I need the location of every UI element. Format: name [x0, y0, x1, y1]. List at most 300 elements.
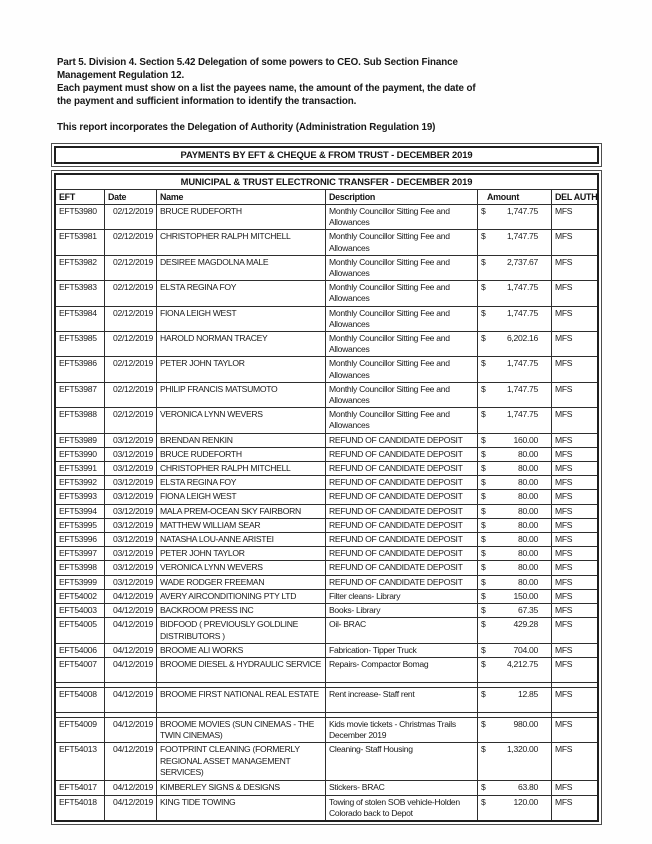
- currency-symbol: $: [481, 358, 486, 369]
- cell-name: KIMBERLEY SIGNS & DESIGNS: [157, 781, 326, 794]
- cell-del-auth: MFS: [555, 463, 573, 474]
- spacer-cell: [326, 683, 478, 687]
- currency-symbol: $: [481, 619, 486, 630]
- cell-del-auth: MFS: [555, 448, 573, 459]
- cell-name: CHRISTOPHER RALPH MITCHELL: [157, 230, 326, 254]
- cell-date: 03/12/2019: [105, 462, 157, 475]
- amount-value: 980.00: [513, 718, 538, 729]
- amount-value: 80.00: [517, 519, 538, 530]
- currency-symbol: $: [481, 409, 486, 420]
- payments-table: [51, 170, 602, 825]
- cell-description: Monthly Councillor Sitting Fee and Allowances: [326, 383, 478, 407]
- cell-del-auth: MFS: [555, 333, 573, 344]
- cell-description: Filter cleans- Library: [326, 590, 478, 603]
- table-row: [56, 718, 597, 743]
- amount-value: 80.00: [517, 505, 538, 516]
- cell-eft: EFT54007: [56, 658, 105, 682]
- cell-amount: [478, 576, 552, 589]
- cell-date: 02/12/2019: [105, 383, 157, 407]
- table-row: [56, 576, 597, 590]
- cell-description: Monthly Councillor Sitting Fee and Allowances: [326, 408, 478, 432]
- cell-date: 04/12/2019: [105, 590, 157, 603]
- cell-description: REFUND OF CANDIDATE DEPOSIT: [326, 448, 478, 461]
- currency-symbol: $: [481, 434, 486, 445]
- cell-date: 02/12/2019: [105, 332, 157, 356]
- cell-name: MALA PREM-OCEAN SKY FAIRBORN: [157, 505, 326, 518]
- table-row: [56, 448, 597, 462]
- column-header-amount: Amount: [478, 190, 552, 204]
- cell-date: 02/12/2019: [105, 256, 157, 280]
- cell-description: Stickers- BRAC: [326, 781, 478, 794]
- cell-eft: EFT53990: [56, 448, 105, 461]
- table-row: [56, 476, 597, 490]
- spacer-cell: [157, 713, 326, 717]
- cell-eft: EFT53993: [56, 490, 105, 503]
- table-row: [56, 332, 597, 357]
- cell-name: BIDFOOD ( PREVIOUSLY GOLDLINE DISTRIBUTORS ): [157, 618, 326, 642]
- cell-description: REFUND OF CANDIDATE DEPOSIT: [326, 490, 478, 503]
- currency-symbol: $: [481, 206, 486, 216]
- cell-del-auth: MFS: [555, 434, 573, 445]
- spacer-cell: [56, 713, 105, 717]
- cell-del-auth: MFS: [555, 383, 573, 394]
- amount-value: 80.00: [517, 534, 538, 545]
- cell-amount: [478, 505, 552, 518]
- amount-value: 80.00: [517, 576, 538, 587]
- cell-eft: EFT54005: [56, 618, 105, 642]
- currency-symbol: $: [481, 505, 486, 516]
- cell-eft: EFT54002: [56, 590, 105, 603]
- cell-date: 04/12/2019: [105, 658, 157, 682]
- cell-description: Monthly Councillor Sitting Fee and Allowances: [326, 230, 478, 254]
- cell-date: 04/12/2019: [105, 618, 157, 642]
- cell-name: AVERY AIRCONDITIONING PTY LTD: [157, 590, 326, 603]
- cell-name: BRUCE RUDEFORTH: [157, 205, 326, 229]
- table-row: [56, 618, 597, 643]
- amount-value: 1,747.75: [506, 409, 538, 420]
- amount-value: 1,747.75: [506, 206, 538, 216]
- table-row: [56, 281, 597, 306]
- cell-amount: [478, 281, 552, 305]
- cell-del-auth: MFS: [555, 491, 573, 502]
- cell-name: DESIREE MAGDOLNA MALE: [157, 256, 326, 280]
- table-row: [56, 256, 597, 281]
- cell-name: BROOME ALI WORKS: [157, 644, 326, 657]
- amount-value: 1,747.75: [506, 231, 538, 242]
- table-row: [56, 205, 597, 230]
- table-row: [56, 357, 597, 382]
- cell-name: BROOME DIESEL & HYDRAULIC SERVICE: [157, 658, 326, 682]
- cell-eft: EFT53997: [56, 547, 105, 560]
- spacer-cell: [552, 683, 597, 687]
- cell-eft: EFT53981: [56, 230, 105, 254]
- intro-line: the payment and sufficient information to identify the transaction.: [57, 96, 357, 107]
- amount-value: 63.80: [517, 782, 538, 793]
- currency-symbol: $: [481, 231, 486, 242]
- cell-eft: EFT53992: [56, 476, 105, 489]
- cell-amount: [478, 604, 552, 617]
- cell-amount: [478, 205, 552, 229]
- currency-symbol: $: [481, 333, 486, 344]
- cell-description: Monthly Councillor Sitting Fee and Allowances: [326, 307, 478, 331]
- cell-description: REFUND OF CANDIDATE DEPOSIT: [326, 519, 478, 532]
- cell-del-auth: MFS: [555, 231, 573, 242]
- table-row: [56, 434, 597, 448]
- cell-name: ELSTA REGINA FOY: [157, 476, 326, 489]
- column-header-description: Description: [326, 190, 478, 204]
- currency-symbol: $: [481, 448, 486, 459]
- cell-amount: [478, 307, 552, 331]
- cell-amount: [478, 230, 552, 254]
- cell-eft: EFT53988: [56, 408, 105, 432]
- cell-eft: EFT54008: [56, 688, 105, 712]
- cell-date: 03/12/2019: [105, 434, 157, 447]
- cell-date: 03/12/2019: [105, 576, 157, 589]
- cell-description: Monthly Councillor Sitting Fee and Allowances: [326, 332, 478, 356]
- column-header-del-auth: DEL AUTH: [555, 192, 598, 202]
- cell-name: MATTHEW WILLIAM SEAR: [157, 519, 326, 532]
- cell-amount: [478, 519, 552, 532]
- cell-del-auth: MFS: [555, 718, 573, 729]
- cell-description: Rent increase- Staff rent: [326, 688, 478, 712]
- amount-value: 2,737.67: [506, 256, 538, 267]
- cell-amount: [478, 383, 552, 407]
- cell-del-auth: MFS: [555, 409, 573, 420]
- cell-description: REFUND OF CANDIDATE DEPOSIT: [326, 561, 478, 574]
- intro-line: Part 5. Division 4. Section 5.42 Delegation of some powers to CEO. Sub Section Finance: [57, 57, 458, 68]
- cell-name: BROOME FIRST NATIONAL REAL ESTATE: [157, 688, 326, 712]
- currency-symbol: $: [481, 256, 486, 267]
- cell-date: 02/12/2019: [105, 205, 157, 229]
- spacer-cell: [105, 683, 157, 687]
- currency-symbol: $: [481, 796, 486, 807]
- cell-name: ELSTA REGINA FOY: [157, 281, 326, 305]
- cell-eft: EFT53996: [56, 533, 105, 546]
- cell-name: KING TIDE TOWING: [157, 796, 326, 820]
- table-row: [56, 644, 597, 658]
- amount-value: 80.00: [517, 477, 538, 488]
- cell-del-auth: MFS: [555, 358, 573, 369]
- table-row: [56, 781, 597, 795]
- payments-title: PAYMENTS BY EFT & CHEQUE & FROM TRUST - DECEMBER 2019: [54, 146, 599, 164]
- cell-del-auth: MFS: [555, 576, 573, 587]
- spacer-cell: [478, 713, 552, 717]
- column-header-date: Date: [105, 190, 157, 204]
- cell-eft: EFT53991: [56, 462, 105, 475]
- cell-description: Towing of stolen SOB vehicle-Holden Colorado back to Depot: [326, 796, 478, 820]
- cell-amount: [478, 533, 552, 546]
- intro-line: Each payment must show on a list the payees name, the amount of the payment, the date of: [57, 83, 476, 94]
- currency-symbol: $: [481, 383, 486, 394]
- intro-line: Management Regulation 12.: [57, 70, 185, 81]
- cell-name: BRUCE RUDEFORTH: [157, 448, 326, 461]
- cell-description: REFUND OF CANDIDATE DEPOSIT: [326, 434, 478, 447]
- table-body: [56, 205, 597, 820]
- amount-value: 1,747.75: [506, 358, 538, 369]
- currency-symbol: $: [481, 491, 486, 502]
- cell-date: 03/12/2019: [105, 490, 157, 503]
- cell-del-auth: MFS: [555, 256, 573, 267]
- cell-description: Kids movie tickets - Christmas Trails December 2019: [326, 718, 478, 742]
- cell-description: Fabrication- Tipper Truck: [326, 644, 478, 657]
- spacer-cell: [552, 713, 597, 717]
- cell-date: 02/12/2019: [105, 357, 157, 381]
- amount-value: 160.00: [513, 434, 538, 445]
- cell-del-auth: MFS: [555, 605, 573, 616]
- cell-amount: [478, 743, 552, 780]
- cell-eft: EFT53980: [56, 205, 105, 229]
- column-header-eft: EFT: [56, 190, 105, 204]
- cell-eft: EFT53989: [56, 434, 105, 447]
- amount-value: 12.85: [517, 688, 538, 699]
- cell-eft: EFT53994: [56, 505, 105, 518]
- intro-line: This report incorporates the Delegation of Authority (Administration Regulation 19): [57, 122, 436, 133]
- cell-amount: [478, 434, 552, 447]
- table-row: [56, 561, 597, 575]
- cell-del-auth: MFS: [555, 534, 573, 545]
- amount-value: 150.00: [513, 590, 538, 601]
- table-row: [56, 307, 597, 332]
- cell-del-auth: MFS: [555, 548, 573, 559]
- cell-date: 03/12/2019: [105, 505, 157, 518]
- spacer-cell: [56, 683, 105, 687]
- cell-date: 04/12/2019: [105, 718, 157, 742]
- cell-del-auth: MFS: [555, 282, 573, 293]
- cell-eft: EFT54013: [56, 743, 105, 780]
- currency-symbol: $: [481, 658, 486, 669]
- cell-eft: EFT53983: [56, 281, 105, 305]
- currency-symbol: $: [481, 782, 486, 793]
- cell-del-auth: MFS: [555, 206, 573, 216]
- cell-eft: EFT53987: [56, 383, 105, 407]
- amount-value: 80.00: [517, 463, 538, 474]
- table-row: [56, 688, 597, 713]
- currency-symbol: $: [481, 688, 486, 699]
- cell-amount: [478, 658, 552, 682]
- cell-eft: EFT53984: [56, 307, 105, 331]
- cell-amount: [478, 590, 552, 603]
- cell-name: WADE RODGER FREEMAN: [157, 576, 326, 589]
- cell-date: 04/12/2019: [105, 781, 157, 794]
- currency-symbol: $: [481, 548, 486, 559]
- cell-del-auth: MFS: [555, 782, 573, 793]
- cell-del-auth: MFS: [555, 658, 573, 669]
- cell-amount: [478, 408, 552, 432]
- cell-name: PETER JOHN TAYLOR: [157, 357, 326, 381]
- spacer-cell: [105, 713, 157, 717]
- cell-date: 03/12/2019: [105, 533, 157, 546]
- cell-description: REFUND OF CANDIDATE DEPOSIT: [326, 476, 478, 489]
- currency-symbol: $: [481, 605, 486, 616]
- cell-del-auth: MFS: [555, 744, 573, 755]
- cell-amount: [478, 490, 552, 503]
- cell-del-auth: MFS: [555, 619, 573, 630]
- table-row: [56, 505, 597, 519]
- currency-symbol: $: [481, 590, 486, 601]
- cell-description: REFUND OF CANDIDATE DEPOSIT: [326, 505, 478, 518]
- table-row: [56, 519, 597, 533]
- cell-description: Repairs- Compactor Bomag: [326, 658, 478, 682]
- cell-del-auth: MFS: [555, 307, 573, 318]
- amount-value: 80.00: [517, 562, 538, 573]
- amount-value: 1,747.75: [506, 282, 538, 293]
- cell-name: VERONICA LYNN WEVERS: [157, 408, 326, 432]
- cell-amount: [478, 256, 552, 280]
- cell-name: PHILIP FRANCIS MATSUMOTO: [157, 383, 326, 407]
- intro-text: [57, 56, 476, 134]
- amount-value: 67.35: [517, 605, 538, 616]
- currency-symbol: $: [481, 644, 486, 655]
- amount-value: 80.00: [517, 448, 538, 459]
- cell-amount: [478, 561, 552, 574]
- cell-name: BROOME MOVIES (SUN CINEMAS - THE TWIN CINEMAS): [157, 718, 326, 742]
- amount-value: 80.00: [517, 491, 538, 502]
- cell-amount: [478, 781, 552, 794]
- spacer-cell: [326, 713, 478, 717]
- cell-eft: EFT53982: [56, 256, 105, 280]
- cell-name: BACKROOM PRESS INC: [157, 604, 326, 617]
- cell-del-auth: MFS: [555, 688, 573, 699]
- cell-del-auth: MFS: [555, 505, 573, 516]
- cell-description: Monthly Councillor Sitting Fee and Allowances: [326, 205, 478, 229]
- table-row: [56, 533, 597, 547]
- cell-del-auth: MFS: [555, 590, 573, 601]
- cell-amount: [478, 357, 552, 381]
- cell-del-auth: MFS: [555, 562, 573, 573]
- cell-description: REFUND OF CANDIDATE DEPOSIT: [326, 576, 478, 589]
- cell-del-auth: MFS: [555, 477, 573, 488]
- cell-description: Books- Library: [326, 604, 478, 617]
- amount-value: 80.00: [517, 548, 538, 559]
- amount-value: 4,212.75: [506, 658, 538, 669]
- cell-eft: EFT53999: [56, 576, 105, 589]
- table-row: [56, 590, 597, 604]
- cell-eft: EFT54009: [56, 718, 105, 742]
- table-row: [56, 604, 597, 618]
- amount-value: 6,202.16: [506, 333, 538, 344]
- cell-del-auth: MFS: [555, 519, 573, 530]
- cell-name: FIONA LEIGH WEST: [157, 307, 326, 331]
- currency-symbol: $: [481, 519, 486, 530]
- cell-amount: [478, 718, 552, 742]
- cell-date: 04/12/2019: [105, 688, 157, 712]
- cell-date: 04/12/2019: [105, 644, 157, 657]
- cell-name: HAROLD NORMAN TRACEY: [157, 332, 326, 356]
- cell-amount: [478, 644, 552, 657]
- cell-amount: [478, 332, 552, 356]
- table-row: [56, 230, 597, 255]
- spacer-cell: [157, 683, 326, 687]
- table-row: [56, 547, 597, 561]
- cell-date: 03/12/2019: [105, 448, 157, 461]
- table-header-row: [56, 190, 597, 205]
- amount-value: 429.28: [513, 619, 538, 630]
- currency-symbol: $: [481, 744, 486, 755]
- table-row: [56, 462, 597, 476]
- amount-value: 1,747.75: [506, 383, 538, 394]
- currency-symbol: $: [481, 477, 486, 488]
- currency-symbol: $: [481, 718, 486, 729]
- cell-amount: [478, 618, 552, 642]
- table-row: [56, 743, 597, 781]
- currency-symbol: $: [481, 534, 486, 545]
- cell-date: 02/12/2019: [105, 408, 157, 432]
- table-title: MUNICIPAL & TRUST ELECTRONIC TRANSFER - DECEMBER 2019: [56, 175, 597, 190]
- cell-date: 04/12/2019: [105, 604, 157, 617]
- cell-description: Monthly Councillor Sitting Fee and Allowances: [326, 256, 478, 280]
- cell-description: REFUND OF CANDIDATE DEPOSIT: [326, 462, 478, 475]
- column-header-name: Name: [157, 190, 326, 204]
- cell-description: Monthly Councillor Sitting Fee and Allowances: [326, 357, 478, 381]
- cell-name: CHRISTOPHER RALPH MITCHELL: [157, 462, 326, 475]
- cell-date: 02/12/2019: [105, 307, 157, 331]
- cell-amount: [478, 796, 552, 820]
- spacer-cell: [478, 683, 552, 687]
- cell-description: Monthly Councillor Sitting Fee and Allowances: [326, 281, 478, 305]
- cell-amount: [478, 547, 552, 560]
- cell-del-auth: MFS: [555, 796, 573, 807]
- amount-value: 120.00: [513, 796, 538, 807]
- table-row: [56, 383, 597, 408]
- currency-symbol: $: [481, 463, 486, 474]
- table-row: [56, 408, 597, 433]
- table-row: [56, 490, 597, 504]
- cell-eft: EFT53995: [56, 519, 105, 532]
- cell-description: REFUND OF CANDIDATE DEPOSIT: [326, 533, 478, 546]
- cell-date: 03/12/2019: [105, 547, 157, 560]
- cell-amount: [478, 448, 552, 461]
- cell-eft: EFT53986: [56, 357, 105, 381]
- currency-symbol: $: [481, 576, 486, 587]
- cell-name: FOOTPRINT CLEANING (FORMERLY REGIONAL ASSET MANAGEMENT SERVICES): [157, 743, 326, 780]
- payments-title-box: [51, 143, 602, 167]
- cell-date: 03/12/2019: [105, 561, 157, 574]
- cell-name: VERONICA LYNN WEVERS: [157, 561, 326, 574]
- cell-eft: EFT54017: [56, 781, 105, 794]
- currency-symbol: $: [481, 562, 486, 573]
- amount-value: 704.00: [513, 644, 538, 655]
- currency-symbol: $: [481, 307, 486, 318]
- cell-eft: EFT54006: [56, 644, 105, 657]
- table-row: [56, 796, 597, 820]
- cell-eft: EFT54018: [56, 796, 105, 820]
- cell-amount: [478, 462, 552, 475]
- cell-description: Oil- BRAC: [326, 618, 478, 642]
- cell-date: 02/12/2019: [105, 281, 157, 305]
- cell-amount: [478, 476, 552, 489]
- amount-value: 1,747.75: [506, 307, 538, 318]
- cell-amount: [478, 688, 552, 712]
- intro-blank-line: [57, 108, 476, 121]
- cell-name: NATASHA LOU-ANNE ARISTEI: [157, 533, 326, 546]
- cell-description: REFUND OF CANDIDATE DEPOSIT: [326, 547, 478, 560]
- cell-eft: EFT53985: [56, 332, 105, 356]
- payments-table-frame: [54, 173, 599, 822]
- cell-date: 02/12/2019: [105, 230, 157, 254]
- cell-description: Cleaning- Staff Housing: [326, 743, 478, 780]
- currency-symbol: $: [481, 282, 486, 293]
- cell-date: 04/12/2019: [105, 796, 157, 820]
- cell-eft: EFT54003: [56, 604, 105, 617]
- cell-date: 03/12/2019: [105, 476, 157, 489]
- table-row: [56, 658, 597, 683]
- cell-name: PETER JOHN TAYLOR: [157, 547, 326, 560]
- cell-eft: EFT53998: [56, 561, 105, 574]
- amount-value: 1,320.00: [506, 744, 538, 755]
- cell-date: 04/12/2019: [105, 743, 157, 780]
- cell-del-auth: MFS: [555, 644, 573, 655]
- cell-name: BRENDAN RENKIN: [157, 434, 326, 447]
